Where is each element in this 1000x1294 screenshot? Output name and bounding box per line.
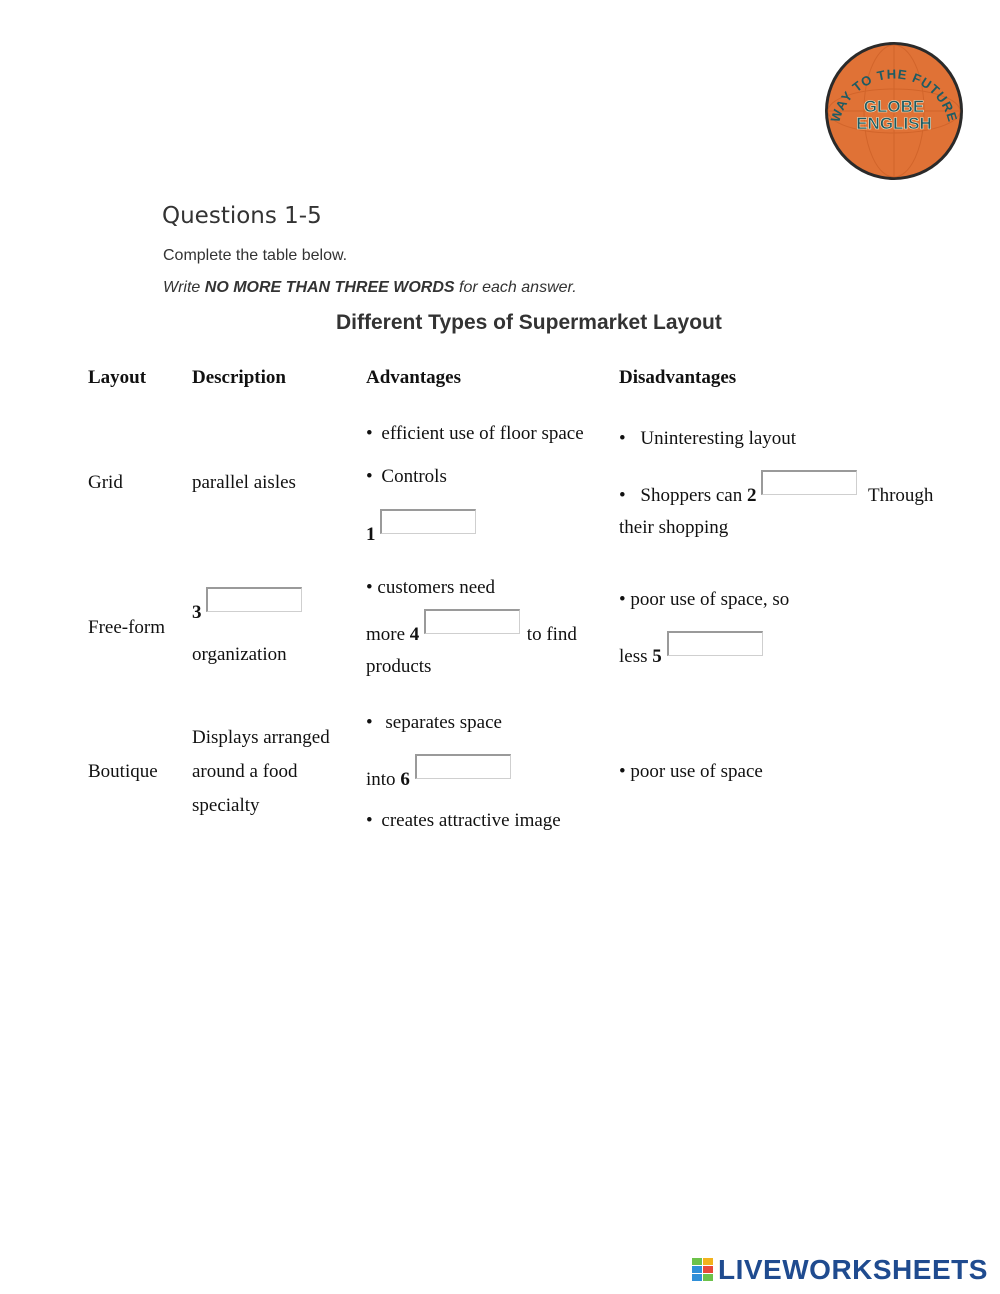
boutique-disadvantage-1: • poor use of space — [619, 761, 763, 782]
instruction-text: Complete the table below. — [163, 247, 348, 264]
answer-3-input[interactable] — [206, 587, 302, 612]
boutique-advantage-3: • creates attractive image — [366, 810, 561, 831]
logo-line1: GLOBE — [863, 97, 925, 116]
answer-2-number: 2 — [747, 485, 757, 506]
logo-arc-text: WAY TO THE FUTURE — [827, 66, 961, 124]
liveworksheets-icon — [692, 1258, 714, 1282]
answer-2-input[interactable] — [761, 470, 857, 495]
freeform-advantage-1: • customers need — [366, 577, 496, 598]
grid-disadvantage-1: • Uninteresting layout — [619, 428, 797, 449]
answer-5-row: less 5 — [619, 631, 763, 668]
grid-advantage-2: • Controls — [366, 466, 447, 487]
answer-4-input[interactable] — [424, 609, 520, 634]
grid-description: parallel aisles — [192, 472, 296, 493]
answer-4-row: more 4 to find — [366, 609, 577, 646]
answer-1-input[interactable] — [380, 509, 476, 534]
word-limit-prefix: Write — [163, 279, 201, 296]
freeform-disadvantage-1: • poor use of space, so — [619, 589, 790, 610]
boutique-description-1: Displays arranged — [192, 727, 330, 748]
answer-1-row — [366, 509, 476, 546]
freeform-advantage-3: products — [366, 656, 432, 677]
answer-1-number: 1 — [366, 524, 376, 545]
liveworksheets-wordmark: LIVEWORKSHEETS — [718, 1254, 988, 1285]
grid-layout-label: Grid — [88, 472, 123, 493]
logo-line2: ENGLISH — [856, 114, 932, 133]
freeform-description-line2: organization — [192, 644, 287, 665]
boutique-advantage-1: • separates space — [366, 712, 502, 733]
answer-6-number: 6 — [400, 769, 410, 790]
grid-advantage-1: • efficient use of floor space — [366, 423, 584, 444]
answer-3-row — [192, 587, 302, 624]
boutique-layout-label: Boutique — [88, 761, 158, 782]
freeform-layout-label: Free-form — [88, 617, 166, 638]
word-limit-text — [163, 279, 577, 297]
grid-disadvantage-2: • Shoppers can 2 Through — [619, 470, 933, 507]
column-header-description: Description — [192, 367, 286, 388]
answer-4-number: 4 — [409, 624, 420, 645]
questions-heading: Questions 1-5 — [162, 203, 322, 229]
answer-6-input[interactable] — [415, 754, 511, 779]
boutique-description-2: around a food — [192, 761, 298, 782]
grid-disadvantage-2-line2: their shopping — [619, 517, 729, 538]
boutique-description-3: specialty — [192, 795, 260, 816]
table-title: Different Types of Supermarket Layout — [336, 311, 722, 334]
answer-3-number: 3 — [192, 602, 202, 623]
answer-5-number: 5 — [652, 646, 662, 667]
column-header-disadvantages: Disadvantages — [619, 367, 737, 388]
answer-6-row: into 6 — [366, 754, 511, 791]
column-header-advantages: Advantages — [366, 367, 462, 388]
globe-english-logo — [823, 40, 965, 182]
word-limit-bold: NO MORE THAN THREE WORDS — [204, 279, 455, 296]
column-header-layout: Layout — [88, 367, 147, 388]
liveworksheets-logo — [692, 1254, 988, 1286]
answer-5-input[interactable] — [667, 631, 763, 656]
word-limit-suffix: for each answer. — [459, 279, 577, 296]
